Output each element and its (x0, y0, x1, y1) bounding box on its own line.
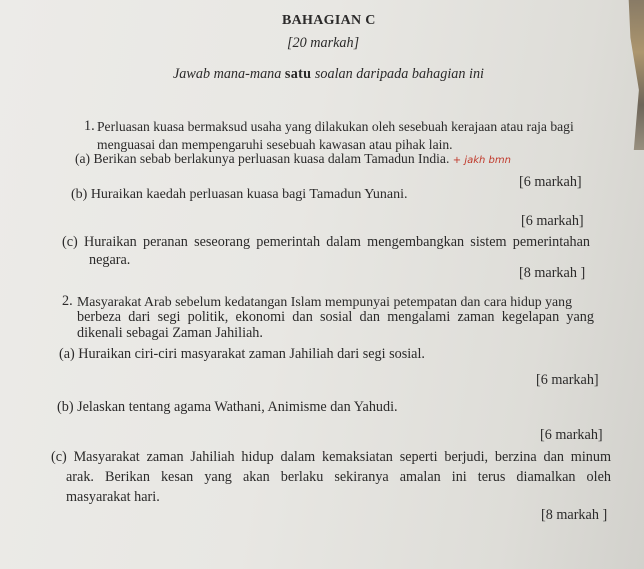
q1a-marks: [6 markah] (519, 174, 582, 190)
q1c-marks: [8 markah ] (519, 265, 586, 281)
instruction-bold: satu (284, 66, 312, 82)
q1c-line2: negara. (89, 252, 131, 268)
q2c-line1: (c) Masyarakat zaman Jahiliah hidup dalam kemaksiatan seperti berjudi, berzina dan minum (51, 449, 611, 465)
q2-stem-line3: dikenali sebagai Zaman Jahiliah. (77, 325, 263, 341)
q2-number: 2. (62, 293, 73, 309)
q2c-marks: [8 markah ] (541, 507, 608, 523)
q2b-marks: [6 markah] (540, 427, 603, 443)
q2b-question: (b) Jelaskan tentang agama Wathani, Animisme dan Yahudi. (57, 399, 398, 415)
q1b-question: (b) Huraikan kaedah perluasan kuasa bagi Tamadun Yunani. (71, 187, 408, 202)
q1-stem-line2: menguasai dan mempengaruhi sesebuah kawasan atau pihak lain. (97, 137, 453, 152)
q2a-marks: [6 markah] (536, 372, 599, 388)
q1a-question (75, 150, 511, 169)
q2-stem-line2: berbeza dari segi politik, ekonomi dan sosial dan mengalami zaman kegelapan yang (77, 309, 594, 325)
q2a-question: (a) Huraikan ciri-ciri masyarakat zaman Jahiliah dari segi sosial. (59, 346, 425, 362)
page-edge-shadow (610, 0, 644, 150)
q1c-line1: (c) Huraikan peranan seseorang pemerintah dalam mengembangkan sistem pemerintahan (62, 234, 590, 250)
q2c-line2: arak. Berikan kesan yang akan berlaku sekiranya amalan ini terus diamalkan oleh (66, 469, 611, 485)
section-marks: [20 markah] (287, 35, 360, 51)
section-instruction (173, 66, 484, 83)
q1a-handwritten-note: + jakh bmn (452, 155, 511, 166)
section-title: BAHAGIAN C (282, 13, 376, 28)
q2-stem-line1: Masyarakat Arab sebelum kedatangan Islam mempunyai petempatan dan cara hidup yang (77, 294, 572, 309)
q1-stem-line1: Perluasan kuasa bermaksud usaha yang dilakukan oleh sesebuah kerajaan atau raja bagi (97, 119, 574, 134)
q1b-marks: [6 markah] (521, 213, 584, 229)
q2c-line3: masyarakat hari. (66, 489, 160, 505)
instruction-post: soalan daripada bahagian ini (314, 66, 484, 82)
q1a-text: (a) Berikan sebab berlakunya perluasan kuasa dalam Tamadun India. (75, 151, 450, 166)
instruction-pre: Jawab mana-mana (173, 66, 282, 82)
q1-number: 1. (84, 118, 95, 134)
